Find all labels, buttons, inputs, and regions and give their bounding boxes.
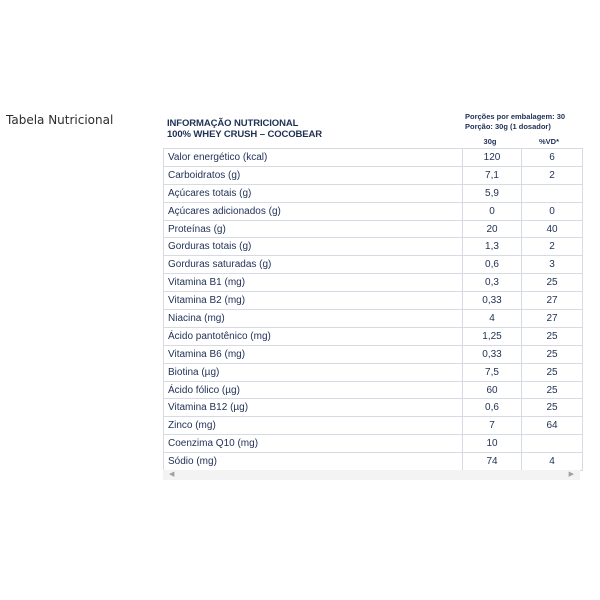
table-row bbox=[164, 417, 583, 435]
table-row bbox=[164, 399, 583, 417]
nutrient-value: 7,1 bbox=[463, 166, 522, 184]
nutrient-daily-value: 25 bbox=[522, 274, 583, 292]
nutrient-daily-value: 25 bbox=[522, 327, 583, 345]
nutrient-name: Vitamina B1 (mg) bbox=[164, 274, 463, 292]
nutrient-daily-value: 2 bbox=[522, 166, 583, 184]
table-row bbox=[164, 220, 583, 238]
table-row bbox=[164, 274, 583, 292]
horizontal-scrollbar[interactable] bbox=[163, 470, 580, 480]
nutrient-value: 0,3 bbox=[463, 274, 522, 292]
nutrient-value: 1,3 bbox=[463, 238, 522, 256]
table-row bbox=[164, 202, 583, 220]
table-row bbox=[164, 327, 583, 345]
portion-size: Porção: 30g (1 dosador) bbox=[465, 122, 551, 131]
nutrient-daily-value: 64 bbox=[522, 417, 583, 435]
nutrient-daily-value bbox=[522, 184, 583, 202]
nutrient-value: 4 bbox=[463, 310, 522, 328]
nutrient-value: 1,25 bbox=[463, 327, 522, 345]
nutrient-daily-value: 27 bbox=[522, 292, 583, 310]
nutrient-name: Biotina (µg) bbox=[164, 363, 463, 381]
nutrient-name: Valor energético (kcal) bbox=[164, 149, 463, 167]
nutrition-table-header bbox=[163, 112, 582, 148]
section-title: Tabela Nutricional bbox=[6, 113, 114, 127]
nutrient-daily-value: 25 bbox=[522, 399, 583, 417]
nutrition-table-body bbox=[164, 149, 583, 471]
nutrient-value: 0,33 bbox=[463, 345, 522, 363]
nutrient-value: 20 bbox=[463, 220, 522, 238]
nutrient-daily-value: 2 bbox=[522, 238, 583, 256]
table-row bbox=[164, 363, 583, 381]
table-row bbox=[164, 149, 583, 167]
nutrient-daily-value: 27 bbox=[522, 310, 583, 328]
table-row bbox=[164, 453, 583, 471]
table-row bbox=[164, 292, 583, 310]
table-row bbox=[164, 435, 583, 453]
nutrient-name: Ácido pantotênico (mg) bbox=[164, 327, 463, 345]
nutrient-daily-value bbox=[522, 435, 583, 453]
nutrient-name: Proteínas (g) bbox=[164, 220, 463, 238]
nutrition-table-container bbox=[163, 112, 582, 478]
nutrient-name: Carboidratos (g) bbox=[164, 166, 463, 184]
column-header-serving: 30g bbox=[483, 137, 497, 146]
table-row bbox=[164, 381, 583, 399]
nutrient-name: Açúcares totais (g) bbox=[164, 184, 463, 202]
table-row bbox=[164, 310, 583, 328]
nutrient-name: Gorduras saturadas (g) bbox=[164, 256, 463, 274]
nutrient-value: 5,9 bbox=[463, 184, 522, 202]
nutrient-value: 0 bbox=[463, 202, 522, 220]
nutrient-name: Ácido fólico (µg) bbox=[164, 381, 463, 399]
nutrient-daily-value: 3 bbox=[522, 256, 583, 274]
nutrient-daily-value: 0 bbox=[522, 202, 583, 220]
nutrient-name: Coenzima Q10 (mg) bbox=[164, 435, 463, 453]
nutrient-name: Açúcares adicionados (g) bbox=[164, 202, 463, 220]
nutrient-name: Niacina (mg) bbox=[164, 310, 463, 328]
scroll-left-icon[interactable]: ◀ bbox=[169, 471, 175, 478]
portion-info bbox=[465, 112, 565, 132]
nutrient-value: 0,33 bbox=[463, 292, 522, 310]
portions-per-package: Porções por embalagem: 30 bbox=[465, 112, 566, 121]
table-row bbox=[164, 345, 583, 363]
nutrient-daily-value: 25 bbox=[522, 345, 583, 363]
nutrient-daily-value: 40 bbox=[522, 220, 583, 238]
nutrition-table bbox=[163, 148, 583, 471]
nutrient-name: Vitamina B12 (µg) bbox=[164, 399, 463, 417]
nutrition-table-title bbox=[167, 118, 322, 140]
column-header-dv: %VD* bbox=[538, 137, 559, 146]
table-row bbox=[164, 166, 583, 184]
nutrient-name: Vitamina B2 (mg) bbox=[164, 292, 463, 310]
nutrient-value: 0,6 bbox=[463, 256, 522, 274]
nutrient-name: Sódio (mg) bbox=[164, 453, 463, 471]
nutrient-value: 74 bbox=[463, 453, 522, 471]
table-row bbox=[164, 184, 583, 202]
nutrient-daily-value: 4 bbox=[522, 453, 583, 471]
nutrient-daily-value: 6 bbox=[522, 149, 583, 167]
scroll-right-icon[interactable]: ▶ bbox=[568, 471, 574, 478]
nutrient-name: Vitamina B6 (mg) bbox=[164, 345, 463, 363]
nutrient-value: 120 bbox=[463, 149, 522, 167]
title-line-1: INFORMAÇÃO NUTRICIONAL bbox=[167, 118, 299, 129]
nutrient-value: 60 bbox=[463, 381, 522, 399]
nutrient-value: 7 bbox=[463, 417, 522, 435]
nutrient-daily-value: 25 bbox=[522, 381, 583, 399]
nutrient-name: Zinco (mg) bbox=[164, 417, 463, 435]
table-row bbox=[164, 256, 583, 274]
title-line-2: 100% WHEY CRUSH – COCOBEAR bbox=[167, 129, 323, 140]
nutrient-daily-value: 25 bbox=[522, 363, 583, 381]
nutrient-value: 10 bbox=[463, 435, 522, 453]
nutrient-value: 0,6 bbox=[463, 399, 522, 417]
nutrient-name: Gorduras totais (g) bbox=[164, 238, 463, 256]
nutrient-value: 7,5 bbox=[463, 363, 522, 381]
table-row bbox=[164, 238, 583, 256]
